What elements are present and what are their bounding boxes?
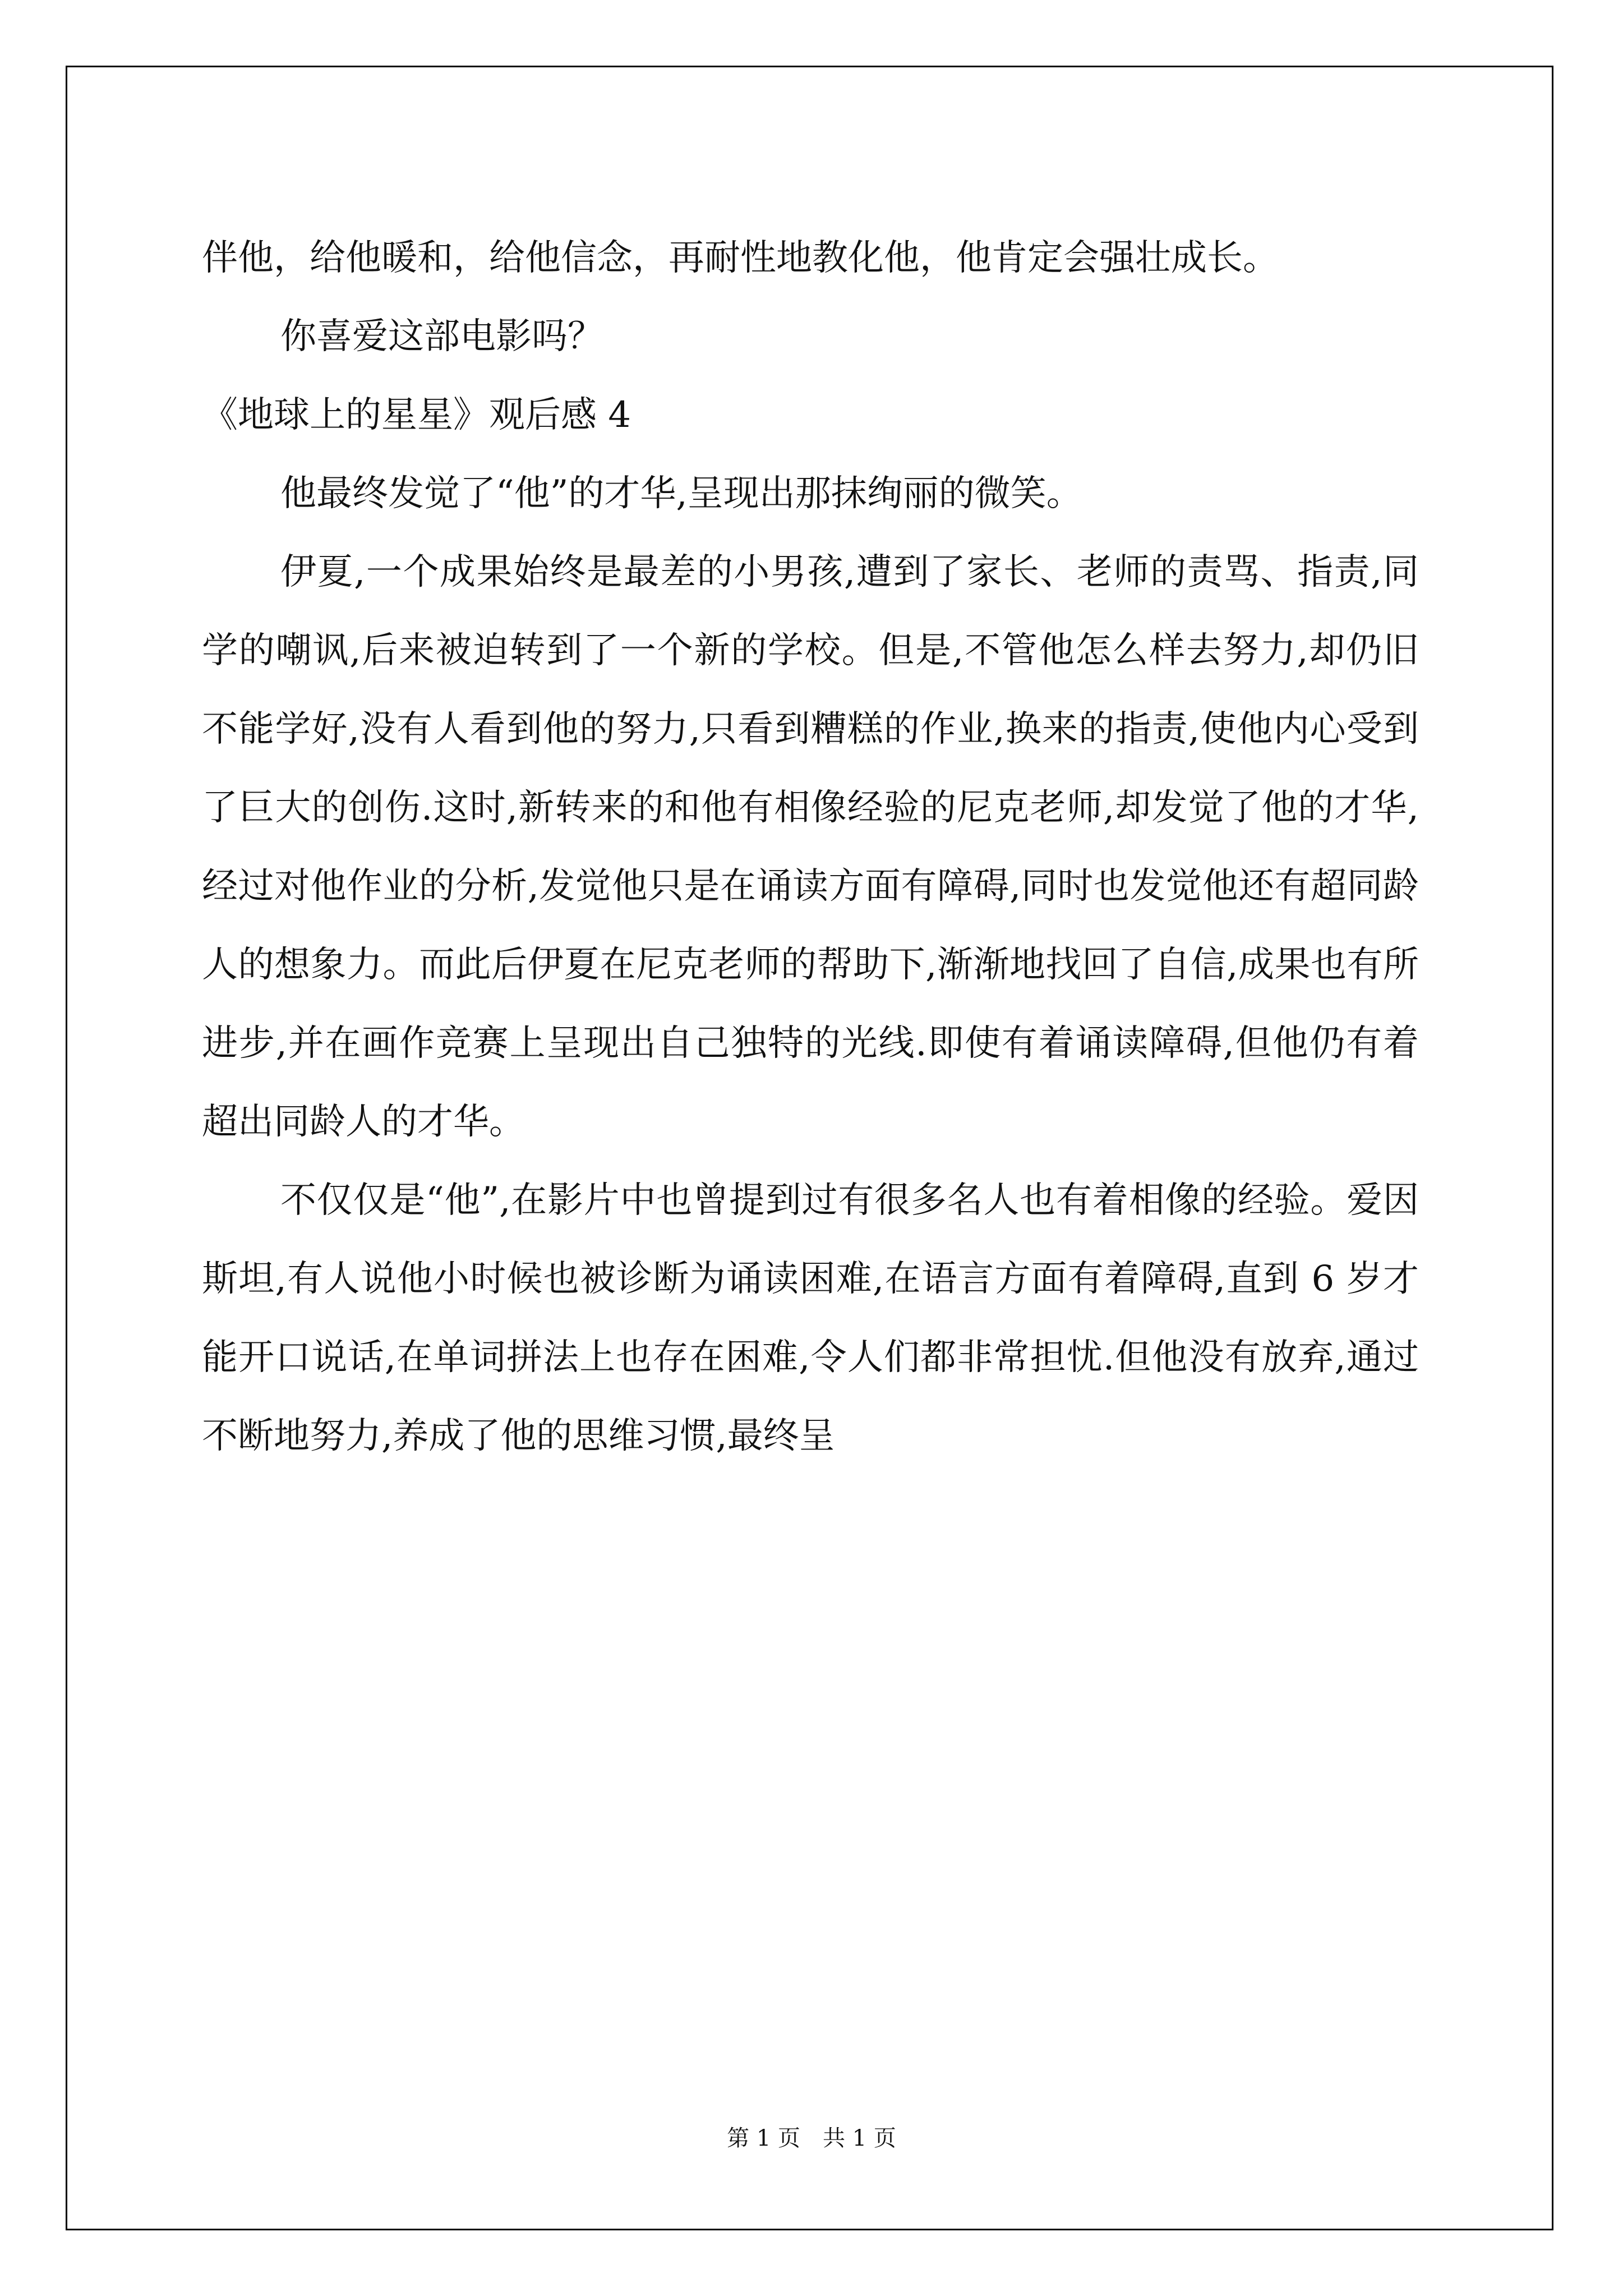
section-heading: 《地球上的星星》观后感 4 <box>202 394 631 436</box>
document-body <box>202 219 1419 1475</box>
paragraph: 伴他，给他暖和，给他信念，再耐性地教化他，他肯定会强壮成长。 <box>202 237 1279 279</box>
paragraph: 不仅仅是“他”,在影片中也曾提到过有很多名人也有着相像的经验。爱因斯坦,有人说他小时候也被诊断为诵读困难,在语言方面有着障碍,直到 6 岁才能开口说话,在单词拼法上也存在困难,令人们都非常担忧.但他没有放弃,通过不断地努力,养成了他的思维习惯,最终呈 <box>202 1180 1419 1457</box>
page-number: 第 1 页 共 1 页 <box>727 2125 896 2151</box>
paragraph: 你喜爱这部电影吗？ <box>280 316 603 357</box>
paragraph: 伊夏,一个成果始终是最差的小男孩,遭到了家长、老师的责骂、指责,同学的嘲讽,后来被迫转到了一个新的学校。但是,不管他怎么样去努力,却仍旧不能学好,没有人看到他的努力,只看到糟糕的作业,换来的指责,使他内心受到了巨大的创伤.这时,新转来的和他有相像经验的尼克老师,却发觉了他的才华,经过对他作业的分析,发觉他只是在诵读方面有障碍,同时也发觉他还有超同龄人的想象力。而此后伊夏在尼克老师的帮助下,渐渐地找回了自信,成果也有所进步,并在画作竞赛上呈现出自己独特的光线.即使有着诵读障碍,但他仍有着超出同龄人的才华。 <box>202 551 1419 1143</box>
paragraph: 他最终发觉了“他”的才华,呈现出那抹绚丽的微笑。 <box>280 473 1082 514</box>
